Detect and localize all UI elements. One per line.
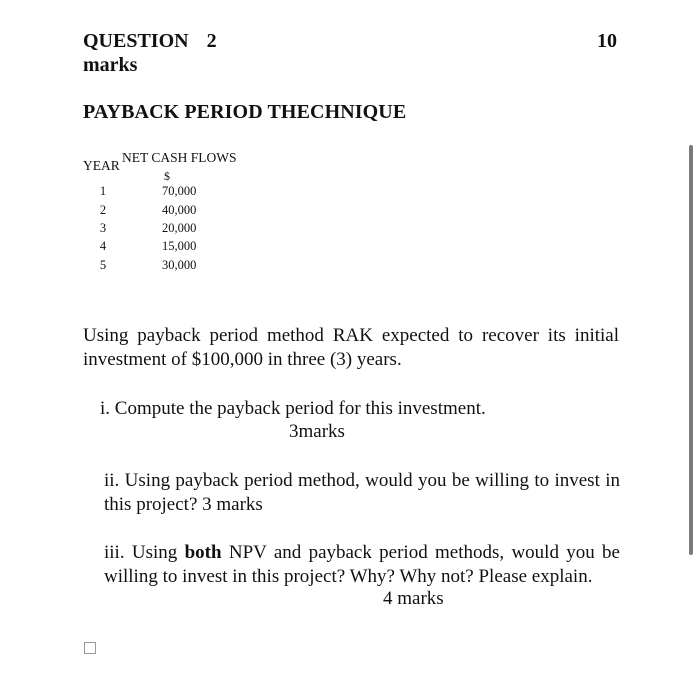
question-label: QUESTION — [83, 30, 189, 52]
table-cell-year: 1 — [99, 184, 107, 198]
question-i-text: i. Compute the payback period for this investment. — [100, 398, 486, 419]
question-title — [83, 30, 217, 53]
table-cell-value: 40,000 — [162, 203, 197, 217]
table-header-currency: $ — [164, 169, 170, 183]
table-row — [83, 203, 243, 221]
table-header-net-cash-flows: NET CASH FLOWS — [122, 150, 237, 165]
question-iii-marks: 4 marks — [383, 588, 444, 609]
intro-paragraph: Using payback period method RAK expected to recover its initial investment of $100,000 in three (3) years. — [83, 325, 619, 370]
table-row — [83, 184, 243, 202]
table-cell-value: 70,000 — [162, 184, 197, 198]
table-cell-value: 20,000 — [162, 221, 197, 235]
table-row — [83, 239, 243, 257]
question-iii-bold: both — [184, 542, 222, 563]
scrollbar[interactable] — [689, 145, 693, 555]
table-cell-year: 3 — [99, 221, 107, 235]
section-title: PAYBACK PERIOD THECHNIQUE — [83, 101, 407, 123]
table-cell-year: 2 — [99, 203, 107, 217]
table-row — [83, 221, 243, 239]
table-cell-value: 30,000 — [162, 258, 197, 272]
table-cell-year: 4 — [99, 239, 107, 253]
table-cell-value: 15,000 — [162, 239, 197, 253]
question-iii — [104, 541, 620, 589]
table-header-year: YEAR — [83, 158, 120, 173]
question-number: 2 — [206, 30, 217, 52]
question-i-marks: 3marks — [289, 421, 345, 442]
question-marks-value: 10 — [597, 30, 617, 52]
checkbox[interactable] — [84, 642, 96, 654]
question-ii-text: ii. Using payback period method, would you be willing to invest in this project? 3 marks — [104, 470, 620, 515]
question-iii-rest: NPV and payback period methods, would you be willing to invest in this project? Why? Why not? Please explain. — [104, 542, 620, 587]
table-cell-year: 5 — [99, 258, 107, 272]
question-iii-prefix: iii. Using — [104, 542, 185, 563]
table-row — [83, 258, 243, 276]
question-marks-word: marks — [83, 54, 138, 76]
